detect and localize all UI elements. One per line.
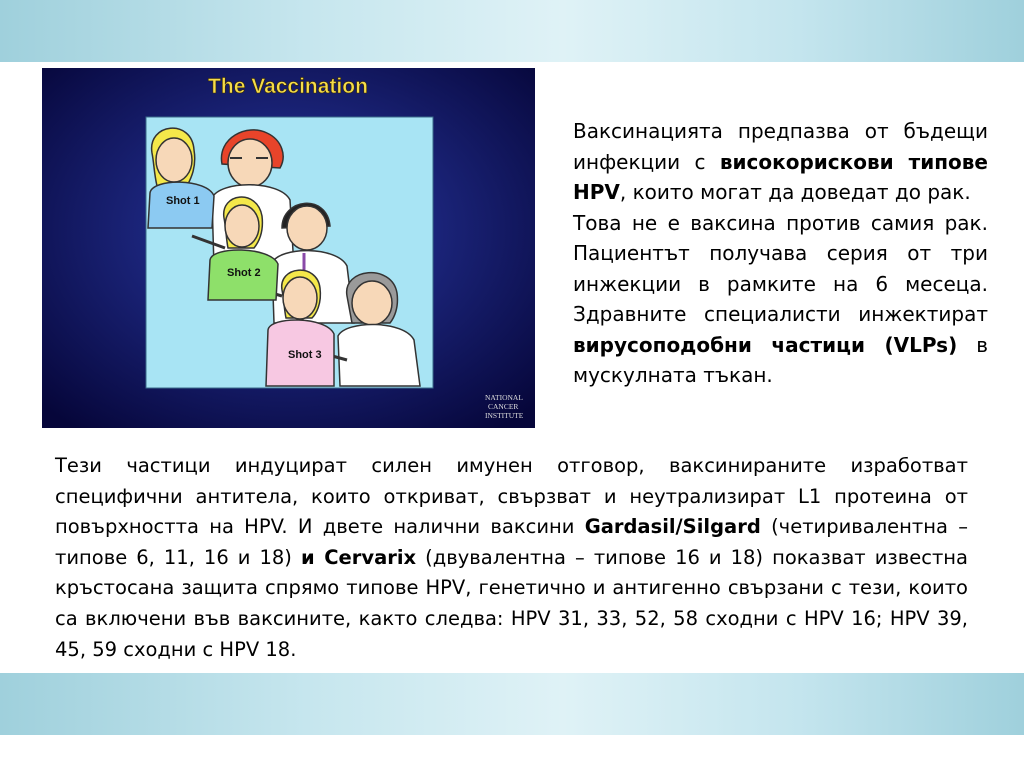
right-paragraph-1 — [573, 116, 988, 208]
figure-title: The Vaccination — [208, 75, 368, 98]
top-decorative-band — [0, 0, 1024, 62]
logo-line-1: NATIONAL — [485, 393, 523, 402]
text-run: в мускулната тъкан. — [573, 332, 988, 387]
right-paragraph-2 — [573, 208, 988, 391]
vaccination-illustration — [42, 68, 535, 428]
right-text-block — [573, 116, 988, 391]
text-run: Ваксинацията предпазва от бъдещи инфекции с — [573, 119, 988, 174]
bottom-paragraph — [55, 451, 968, 665]
shot-3-label: Shot 3 — [288, 349, 322, 361]
text-run: Това не е ваксина против самия рак. Пациентът получава серия от три инжекции в рамките на 6 месеца. Здравните специалисти инжектират — [573, 210, 988, 326]
bottom-decorative-band — [0, 673, 1024, 735]
bottom-text-block — [55, 451, 968, 665]
bold-term-vlps: вирусоподобни частици (VLPs) — [573, 332, 958, 357]
text-run: (четиривалентна – типове 6, 11, 16 и 18) — [55, 515, 968, 569]
text-run: (двувалентна – типове 16 и 18) показват известна кръстосана защита спрямо типове HPV, генетично и антигенно свързани с тези, които са включени във ваксините, както следва: HPV 31, 33, 52, 58 сходни с HPV 16; HPV 39, 45, 59 сходни с HPV 18. — [55, 545, 968, 661]
shot-2-label: Shot 2 — [227, 267, 261, 279]
shot-1-label: Shot 1 — [166, 195, 200, 207]
logo-line-3: INSTITUTE — [485, 411, 524, 420]
national-cancer-institute-logo — [485, 393, 524, 420]
text-run: Тези частици индуцират силен имунен отговор, ваксинираните изработват специфични антитела, които откриват, свързват и неутрализират L1 протеина от повърхността на HPV. И двете налични ваксини — [55, 454, 968, 539]
bold-term-gardasil: Gardasil/Silgard — [584, 515, 761, 539]
bold-term-cervarix: и Cervarix — [300, 545, 417, 569]
logo-line-2: CANCER — [488, 402, 519, 411]
text-run: , които могат да доведат до рак. — [619, 180, 971, 204]
bold-term-high-risk-hpv: високорискови типове HPV — [573, 149, 988, 204]
